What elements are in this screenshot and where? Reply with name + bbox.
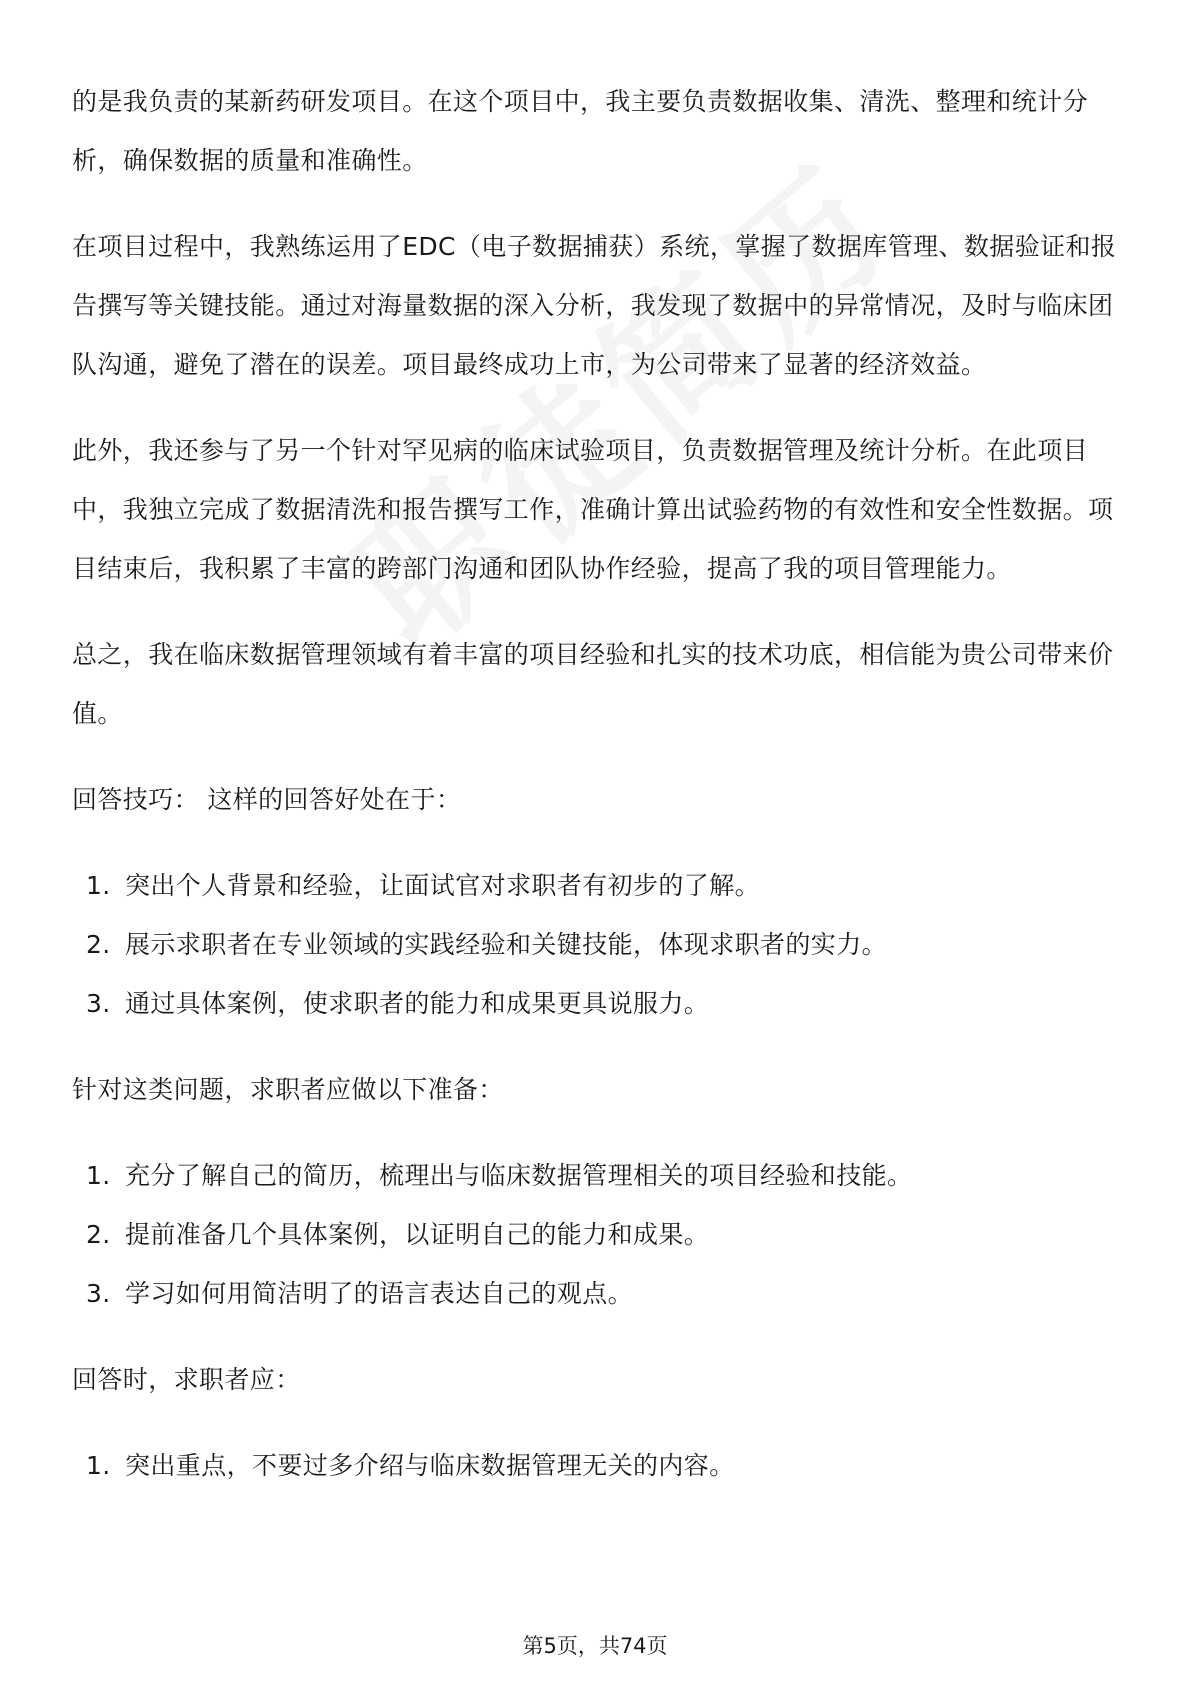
tips-heading: 回答技巧： 这样的回答好处在于： [72,785,462,814]
list-item: 3. 通过具体案例，使求职者的能力和成果更具说服力。 [86,989,710,1018]
list-item: 2. 提前准备几个具体案例，以证明自己的能力和成果。 [86,1220,710,1249]
prep-heading: 针对这类问题，求职者应做以下准备： [72,1075,504,1104]
page-number-footer: 第5页，共74页 [522,1634,668,1658]
tips-list [72,856,1118,1033]
list-item: 1. 突出个人背景和经验，让面试官对求职者有初步的了解。 [86,871,761,900]
paragraph-edc-skills: 在项目过程中，我熟练运用了EDC（电子数据捕获）系统，掌握了数据库管理、数据验证和报告撰写等关键技能。通过对海量数据的深入分析，我发现了数据中的异常情况，及时与临床团队沟通，避免了潜在的误差。项目最终成功上市，为公司带来了显著的经济效益。 [72,232,1117,379]
list-item: 1. 突出重点，不要过多介绍与临床数据管理无关的内容。 [86,1451,735,1480]
answer-heading: 回答时，求职者应： [72,1365,301,1394]
paragraph-summary: 总之，我在临床数据管理领域有着丰富的项目经验和扎实的技术功底，相信能为贵公司带来价值。 [72,640,1114,728]
prep-list [72,1146,1118,1323]
list-item: 2. 展示求职者在专业领域的实践经验和关键技能，体现求职者的实力。 [86,930,888,959]
paragraph-rare-disease-project: 此外，我还参与了另一个针对罕见病的临床试验项目，负责数据管理及统计分析。在此项目中，我独立完成了数据清洗和报告撰写工作，准确计算出试验药物的有效性和安全性数据。项目结束后，我积累了丰富的跨部门沟通和团队协作经验，提高了我的项目管理能力。 [72,436,1114,583]
list-item: 1. 充分了解自己的简历，梳理出与临床数据管理相关的项目经验和技能。 [86,1161,913,1190]
page-content [72,72,1118,1522]
answer-list [72,1436,1118,1495]
paragraph-project-intro: 的是我负责的某新药研发项目。在这个项目中，我主要负责数据收集、清洗、整理和统计分析，确保数据的质量和准确性。 [72,87,1089,175]
list-item: 3. 学习如何用简洁明了的语言表达自己的观点。 [86,1279,634,1308]
